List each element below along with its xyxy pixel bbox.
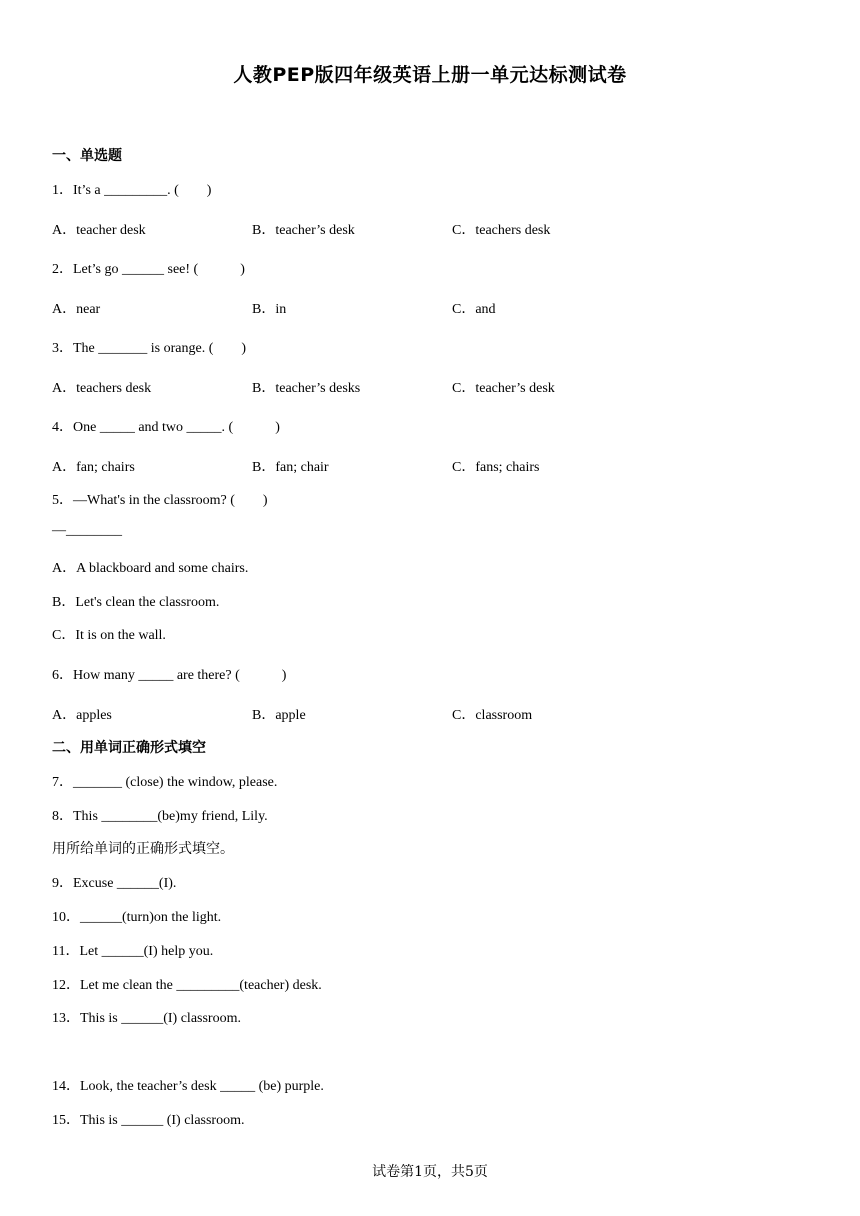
question-15: 15．This is ______ (I) classroom. <box>52 1113 245 1128</box>
q6-option-a: A．apples <box>52 708 112 723</box>
question-4: 4．One _____ and two _____. ( ) <box>52 420 280 435</box>
question-9: 9．Excuse ______(I). <box>52 876 177 891</box>
section-heading-fill-in: 二、用单词正确形式填空 <box>52 740 206 756</box>
q5-option-a: A．A blackboard and some chairs. <box>52 561 249 576</box>
q2-option-a: A．near <box>52 302 101 317</box>
q4-option-a: A．fan; chairs <box>52 460 135 475</box>
question-5: 5．—What's in the classroom? ( ) <box>52 493 268 508</box>
question-3: 3．The _______ is orange. ( ) <box>52 341 247 356</box>
question-12: 12．Let me clean the _________(teacher) desk. <box>52 978 322 993</box>
q1-option-a: A．teacher desk <box>52 223 146 238</box>
q1-option-b: B．teacher’s desk <box>252 223 355 238</box>
page-footer: 试卷第1页，共5页 <box>372 1164 488 1180</box>
question-11: 11．Let ______(I) help you. <box>52 944 214 959</box>
question-13: 13．This is ______(I) classroom. <box>52 1011 241 1026</box>
q5-answer-line: —________ <box>52 523 122 538</box>
instruction-text: 用所给单词的正确形式填空。 <box>52 841 234 857</box>
page-title: 人教PEP版四年级英语上册一单元达标测试卷 <box>233 64 627 86</box>
q3-option-c: C．teacher’s desk <box>452 381 555 396</box>
question-1: 1．It’s a _________. ( ) <box>52 183 212 198</box>
q1-option-c: C．teachers desk <box>452 223 551 238</box>
q5-option-c: C．It is on the wall. <box>52 628 166 643</box>
section-heading-single-choice: 一、单选题 <box>52 148 122 164</box>
q6-option-c: C．classroom <box>452 708 533 723</box>
question-10: 10．______(turn)on the light. <box>52 910 222 925</box>
q2-option-b: B．in <box>252 302 287 317</box>
question-6: 6．How many _____ are there? ( ) <box>52 668 287 683</box>
q3-option-b: B．teacher’s desks <box>252 381 361 396</box>
question-8: 8．This ________(be)my friend, Lily. <box>52 809 268 824</box>
q3-option-a: A．teachers desk <box>52 381 152 396</box>
q6-option-b: B．apple <box>252 708 306 723</box>
q5-option-b: B．Let's clean the classroom. <box>52 595 220 610</box>
q2-option-c: C．and <box>452 302 496 317</box>
question-7: 7．_______ (close) the window, please. <box>52 775 278 790</box>
question-2: 2．Let’s go ______ see! ( ) <box>52 262 245 277</box>
q4-option-b: B．fan; chair <box>252 460 329 475</box>
q4-option-c: C．fans; chairs <box>452 460 540 475</box>
question-14: 14．Look, the teacher’s desk _____ (be) purple. <box>52 1079 324 1094</box>
